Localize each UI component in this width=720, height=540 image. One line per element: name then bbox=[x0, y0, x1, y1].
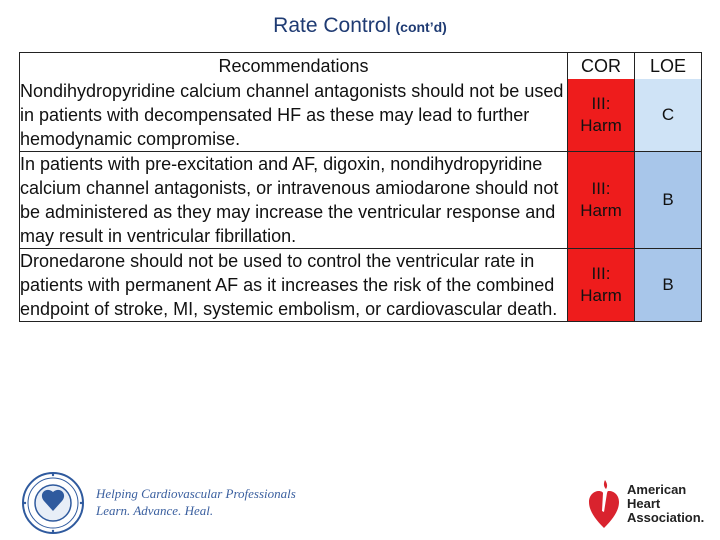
recommendations-table bbox=[19, 52, 702, 322]
aha-wordmark-line2: Heart bbox=[627, 496, 661, 511]
slide-title bbox=[0, 14, 720, 38]
acc-seal-logo bbox=[22, 472, 84, 534]
slide-title-suffix: (cont’d) bbox=[395, 19, 447, 35]
loe-cell: B bbox=[635, 152, 702, 249]
aha-heart-torch-icon bbox=[588, 478, 620, 530]
recommendation-text: Dronedarone should not be used to control the ventricular rate in patients with permanent AF as it increases the risk of the combined endpoint of stroke, MI, systemic embolism, or cardiovascular death. bbox=[20, 249, 568, 322]
cor-label: Harm bbox=[580, 116, 622, 135]
cor-cell bbox=[568, 249, 635, 322]
loe-cell: B bbox=[635, 249, 702, 322]
acc-tagline bbox=[96, 485, 296, 519]
slide-title-main: Rate Control bbox=[273, 14, 392, 37]
cor-label: Harm bbox=[580, 286, 622, 305]
recommendation-text: In patients with pre-excitation and AF, digoxin, nondihydropyridine calcium channel antagonists, or intravenous amiodarone should not be administered as they may increase the ventricular response and may result in ventricular fibrillation. bbox=[20, 152, 568, 249]
cor-label: Harm bbox=[580, 201, 622, 220]
table-row bbox=[20, 79, 702, 152]
header-recommendations: Recommendations bbox=[218, 55, 369, 76]
header-cor: COR bbox=[568, 53, 635, 80]
recommendation-text: Nondihydropyridine calcium channel antagonists should not be used in patients with decompensated HF as these may lead to further hemodynamic compromise. bbox=[20, 81, 564, 149]
cor-class: III: bbox=[591, 94, 611, 113]
cor-class: III: bbox=[591, 264, 611, 283]
acc-tagline-line1: Helping Cardiovascular Professionals bbox=[96, 486, 296, 501]
cor-class: III: bbox=[591, 179, 611, 198]
cor-cell bbox=[568, 79, 635, 152]
acc-tagline-line2: Learn. Advance. Heal. bbox=[96, 503, 214, 518]
aha-wordmark bbox=[627, 483, 704, 525]
header-loe: LOE bbox=[649, 55, 687, 76]
aha-wordmark-line3: Association. bbox=[627, 510, 705, 525]
cor-cell bbox=[568, 152, 635, 249]
loe-cell: C bbox=[635, 79, 702, 152]
aha-wordmark-line1: American bbox=[627, 482, 687, 497]
table-row bbox=[20, 152, 702, 249]
table-row bbox=[20, 249, 702, 322]
